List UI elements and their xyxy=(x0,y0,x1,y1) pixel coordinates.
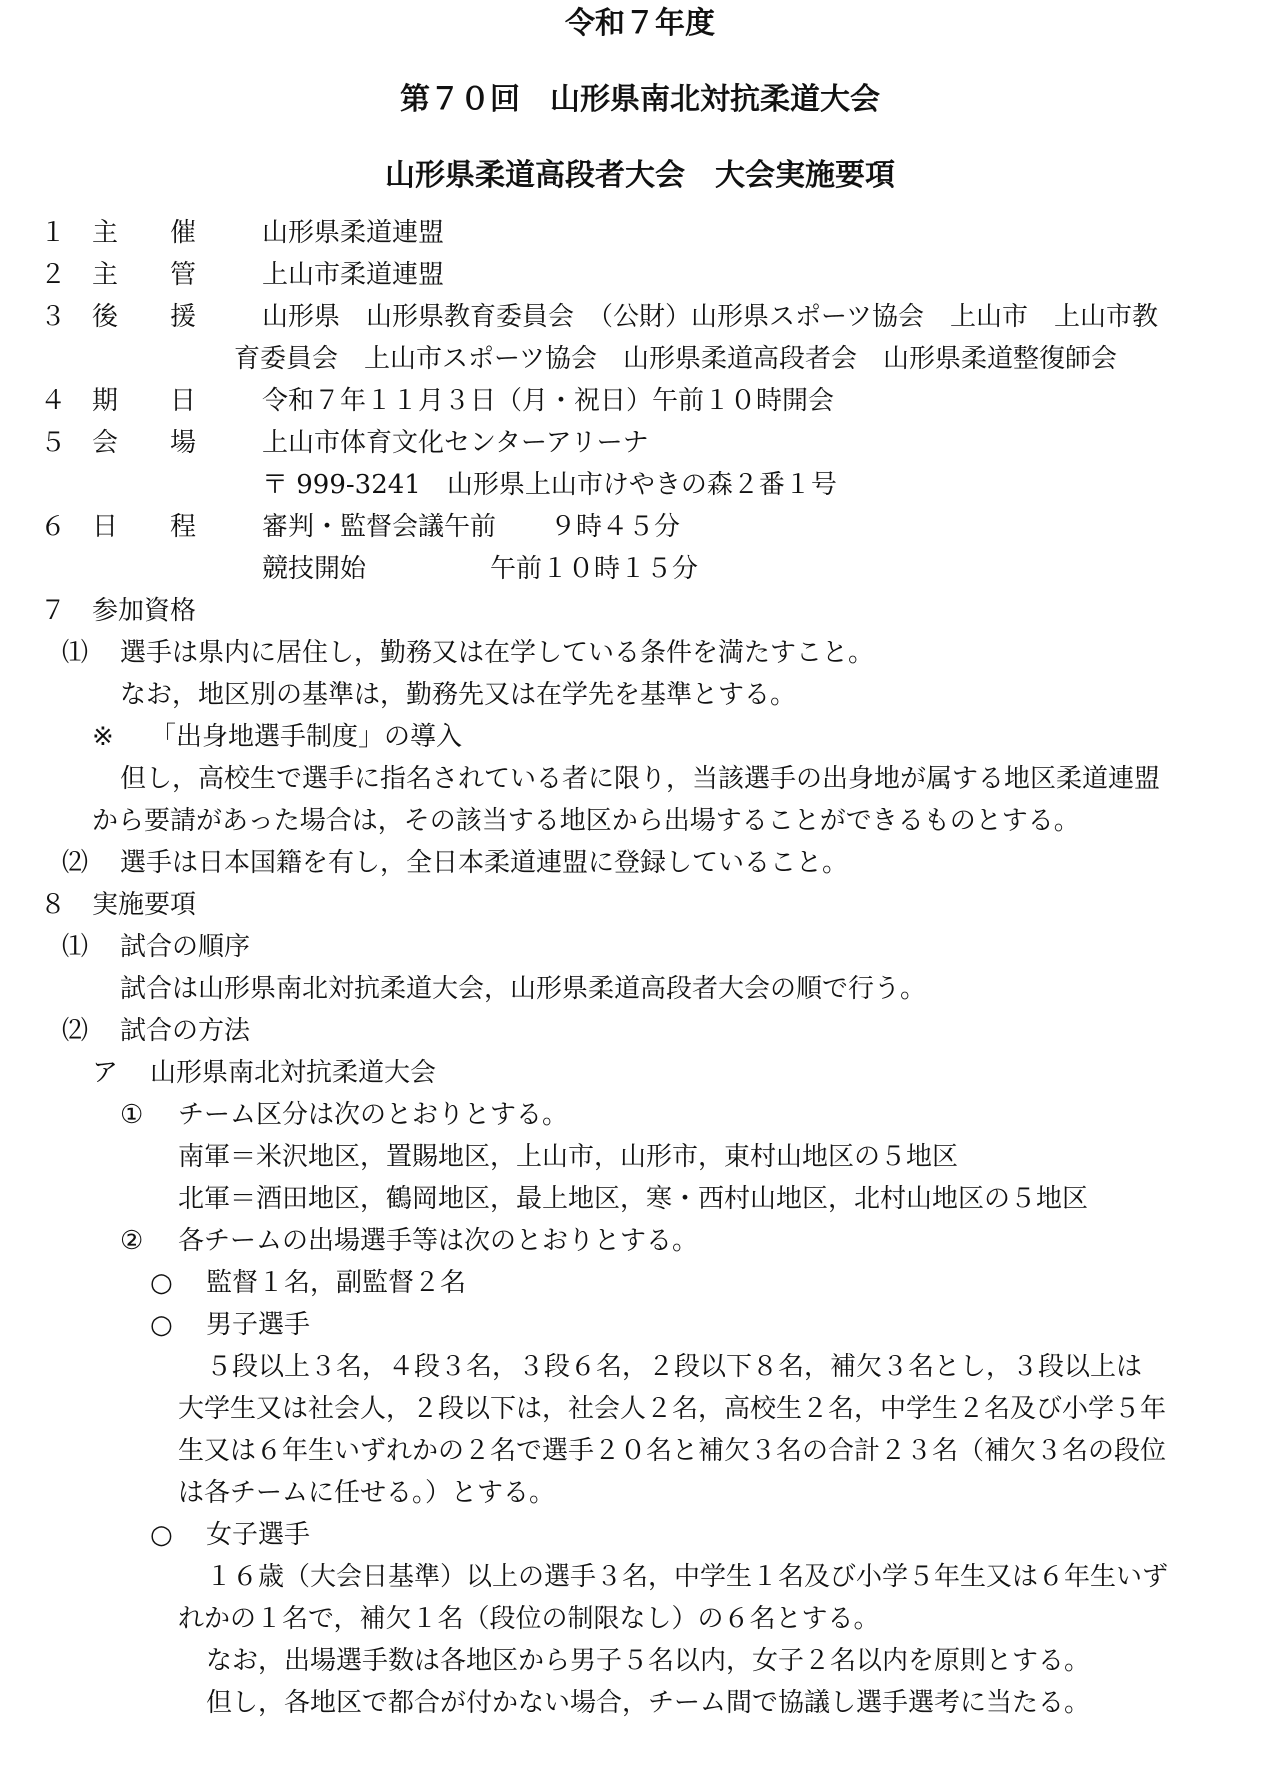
schedule-row-time: 午前１０時１５分 xyxy=(490,554,699,584)
circled-marker: ② xyxy=(120,1226,144,1256)
note-text-continued: から要請があった場合は，その該当する地区から出場することができるものとする。 xyxy=(92,806,1080,836)
item-number: １ xyxy=(40,218,67,248)
item-value-venue: 上山市体育文化センターアリーナ xyxy=(262,428,649,458)
item-number: ５ xyxy=(40,428,67,458)
item-number: ２ xyxy=(40,260,67,290)
item-number: ８ xyxy=(40,890,67,920)
note-text: 但し，高校生で選手に指名されている者に限り，当該選手の出身地が属する地区柔道連盟 xyxy=(120,764,1161,794)
item-label-implementation: 実施要項 xyxy=(92,890,197,920)
bullet-marker: ○ xyxy=(150,1520,173,1550)
coaches-text: 監督１名，副監督２名 xyxy=(206,1268,467,1298)
item-label-manager: 主 管 xyxy=(92,260,197,290)
subsection-marker: ア xyxy=(92,1058,119,1088)
player-count-note: なお，出場選手数は各地区から男子５名以内，女子２名以内を原則とする。 xyxy=(206,1646,1091,1676)
item-label-schedule: 日 程 xyxy=(92,512,197,542)
north-team-districts: 北軍＝酒田地区，鶴岡地区，最上地区，寒・西村山地区，北村山地区の５地区 xyxy=(178,1184,1089,1214)
team-players-text: 各チームの出場選手等は次のとおりとする。 xyxy=(178,1226,699,1256)
note-marker: ※ xyxy=(92,722,114,752)
item-label-support: 後 援 xyxy=(92,302,197,332)
item-value-manager: 上山市柔道連盟 xyxy=(262,260,445,290)
item-value-date: 令和７年１１月３日（月・祝日）午前１０時開会 xyxy=(262,386,835,416)
note-title: 「出身地選手制度」の導入 xyxy=(150,722,463,752)
men-players-text-continued: は各チームに任せる。）とする。 xyxy=(178,1478,556,1508)
schedule-row-label: 競技開始 xyxy=(262,554,367,584)
player-selection-note: 但し，各地区で都合が付かない場合，チーム間で協議し選手選考に当たる。 xyxy=(206,1688,1091,1718)
item-label-organizer: 主 催 xyxy=(92,218,197,248)
schedule-row-label: 審判・監督会議午前 xyxy=(262,512,497,542)
schedule-row-time: ９時４５分 xyxy=(550,512,681,542)
item-number: ７ xyxy=(40,596,67,626)
item-number: ４ xyxy=(40,386,67,416)
item-label-venue: 会 場 xyxy=(92,428,197,458)
item-value-support: 山形県 山形県教育委員会 （公財）山形県スポーツ協会 上山市 上山市教 xyxy=(262,302,1158,332)
eligibility-nationality: 選手は日本国籍を有し，全日本柔道連盟に登録していること。 xyxy=(120,848,849,878)
paragraph-marker: ⑴ xyxy=(62,932,89,962)
eligibility-residence: 選手は県内に居住し，勤務又は在学している条件を満たすこと。 xyxy=(120,638,875,668)
item-number: ６ xyxy=(40,512,67,542)
item-label-date: 期 日 xyxy=(92,386,197,416)
item-value-organizer: 山形県柔道連盟 xyxy=(262,218,445,248)
item-number: ３ xyxy=(40,302,67,332)
south-team-districts: 南軍＝米沢地区，置賜地区，上山市，山形市，東村山地区の５地区 xyxy=(178,1142,959,1172)
women-players-text-continued: れかの１名で，補欠１名（段位の制限なし）の６名とする。 xyxy=(178,1604,880,1634)
circled-marker: ① xyxy=(120,1100,144,1130)
document-title: 第７０回 山形県南北対抗柔道大会 xyxy=(400,82,880,117)
section-title-match-method: 試合の方法 xyxy=(120,1016,251,1046)
team-division-text: チーム区分は次のとおりとする。 xyxy=(178,1100,569,1130)
document-year: 令和７年度 xyxy=(565,6,715,41)
men-players-text-continued: 生又は６年生いずれかの２名で選手２０名と補欠３名の合計２３名（補欠３名の段位 xyxy=(178,1436,1167,1466)
venue-address: 〒 999-3241 山形県上山市けやきの森２番１号 xyxy=(262,470,837,500)
women-players-heading: 女子選手 xyxy=(206,1520,311,1550)
section-title-match-order: 試合の順序 xyxy=(120,932,251,962)
paragraph-marker: ⑴ xyxy=(62,638,89,668)
document-subtitle: 山形県柔道高段者大会 大会実施要項 xyxy=(385,158,895,193)
men-players-text: ５段以上３名，４段３名，３段６名，２段以下８名，補欠３名とし，３段以上は xyxy=(206,1352,1143,1382)
subsection-title: 山形県南北対抗柔道大会 xyxy=(150,1058,437,1088)
paragraph-marker: ⑵ xyxy=(62,848,89,878)
match-order-text: 試合は山形県南北対抗柔道大会，山形県柔道高段者大会の順で行う。 xyxy=(120,974,927,1004)
bullet-marker: ○ xyxy=(150,1310,173,1340)
men-players-text-continued: 大学生又は社会人，２段以下は，社会人２名，高校生２名，中学生２名及び小学５年 xyxy=(178,1394,1167,1424)
men-players-heading: 男子選手 xyxy=(206,1310,311,1340)
item-value-support-continued: 育委員会 上山市スポーツ協会 山形県柔道高段者会 山形県柔道整復師会 xyxy=(234,344,1117,374)
paragraph-marker: ⑵ xyxy=(62,1016,89,1046)
item-label-eligibility: 参加資格 xyxy=(92,596,197,626)
eligibility-district-basis: なお，地区別の基準は，勤務先又は在学先を基準とする。 xyxy=(120,680,797,710)
women-players-text: １６歳（大会日基準）以上の選手３名，中学生１名及び小学５年生又は６年生いず xyxy=(206,1562,1169,1592)
bullet-marker: ○ xyxy=(150,1268,173,1298)
